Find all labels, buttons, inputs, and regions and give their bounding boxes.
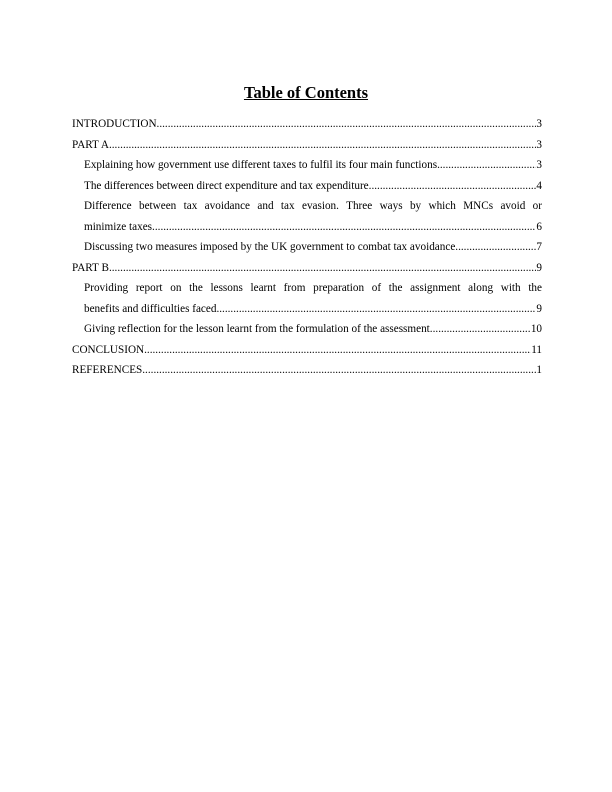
toc-entry-text: Providing report on the lessons learnt from preparation of the assignment along with the [84, 282, 542, 294]
toc-page-number: 3 [536, 118, 542, 130]
toc-page-number: 11 [531, 343, 542, 356]
toc-page-number: 3 [536, 159, 542, 171]
dot-leader [437, 155, 536, 176]
toc-entry-text: Explaining how government use different taxes to fulfil its four main functions [84, 159, 438, 171]
toc-entry-text: minimize taxes [84, 220, 153, 233]
toc-entry-text: Difference between tax avoidance and tax evasion. Three ways by which MNCs avoid or [84, 200, 542, 212]
dot-leader [109, 258, 536, 279]
toc-page-number: 10 [530, 323, 542, 335]
toc-entry-text: benefits and difficulties faced [84, 302, 217, 315]
toc-entry-avoidance-vs-evasion[interactable] [72, 196, 542, 237]
toc-entry-text: INTRODUCTION [72, 118, 157, 130]
toc-entry-taxes-functions[interactable] [72, 155, 542, 176]
toc-entry-introduction[interactable] [72, 114, 542, 135]
toc-entry-text: Giving reflection for the lesson learnt from the formulation of the assessment [84, 323, 430, 335]
toc-entry-line [84, 299, 542, 320]
toc-entry-line [84, 196, 542, 217]
toc-entry-part-b[interactable] [72, 258, 542, 279]
toc-page-number: 6 [536, 220, 542, 233]
dot-leader [144, 340, 531, 361]
toc-entry-text: The differences between direct expenditure and tax expenditure [84, 179, 369, 192]
toc-entry-line [84, 278, 542, 299]
dot-leader [369, 176, 537, 197]
toc-entry-references[interactable] [72, 360, 542, 381]
toc-entry-part-a[interactable] [72, 135, 542, 156]
toc-page-number: 4 [536, 179, 542, 192]
toc-entry-direct-vs-tax-expenditure[interactable] [72, 176, 542, 197]
toc-entry-reflection[interactable] [72, 319, 542, 340]
dot-leader [216, 299, 536, 320]
dot-leader [109, 135, 536, 156]
toc-list [72, 114, 542, 381]
dot-leader [157, 114, 537, 135]
toc-entry-text: REFERENCES [72, 364, 143, 376]
dot-leader [142, 360, 536, 381]
toc-title: Table of Contents [243, 83, 369, 102]
toc-entry-text: Discussing two measures imposed by the UK government to combat tax avoidance [84, 241, 456, 253]
dot-leader [430, 319, 531, 340]
toc-page-number: 9 [536, 302, 542, 315]
toc-entry-uk-measures[interactable] [72, 237, 542, 258]
dot-leader [152, 217, 536, 238]
toc-entry-line [84, 217, 542, 238]
toc-page-number: 1 [536, 364, 542, 376]
toc-entry-lessons-report[interactable] [72, 278, 542, 319]
toc-entry-text: CONCLUSION [72, 343, 145, 356]
dot-leader [455, 237, 536, 258]
toc-entry-text: PART A [72, 138, 109, 151]
toc-page-number: 7 [536, 241, 542, 253]
toc-entry-text: PART B [72, 261, 109, 274]
toc-page-number: 9 [536, 261, 542, 274]
toc-page-number: 3 [536, 138, 542, 151]
toc-entry-conclusion[interactable] [72, 340, 542, 361]
